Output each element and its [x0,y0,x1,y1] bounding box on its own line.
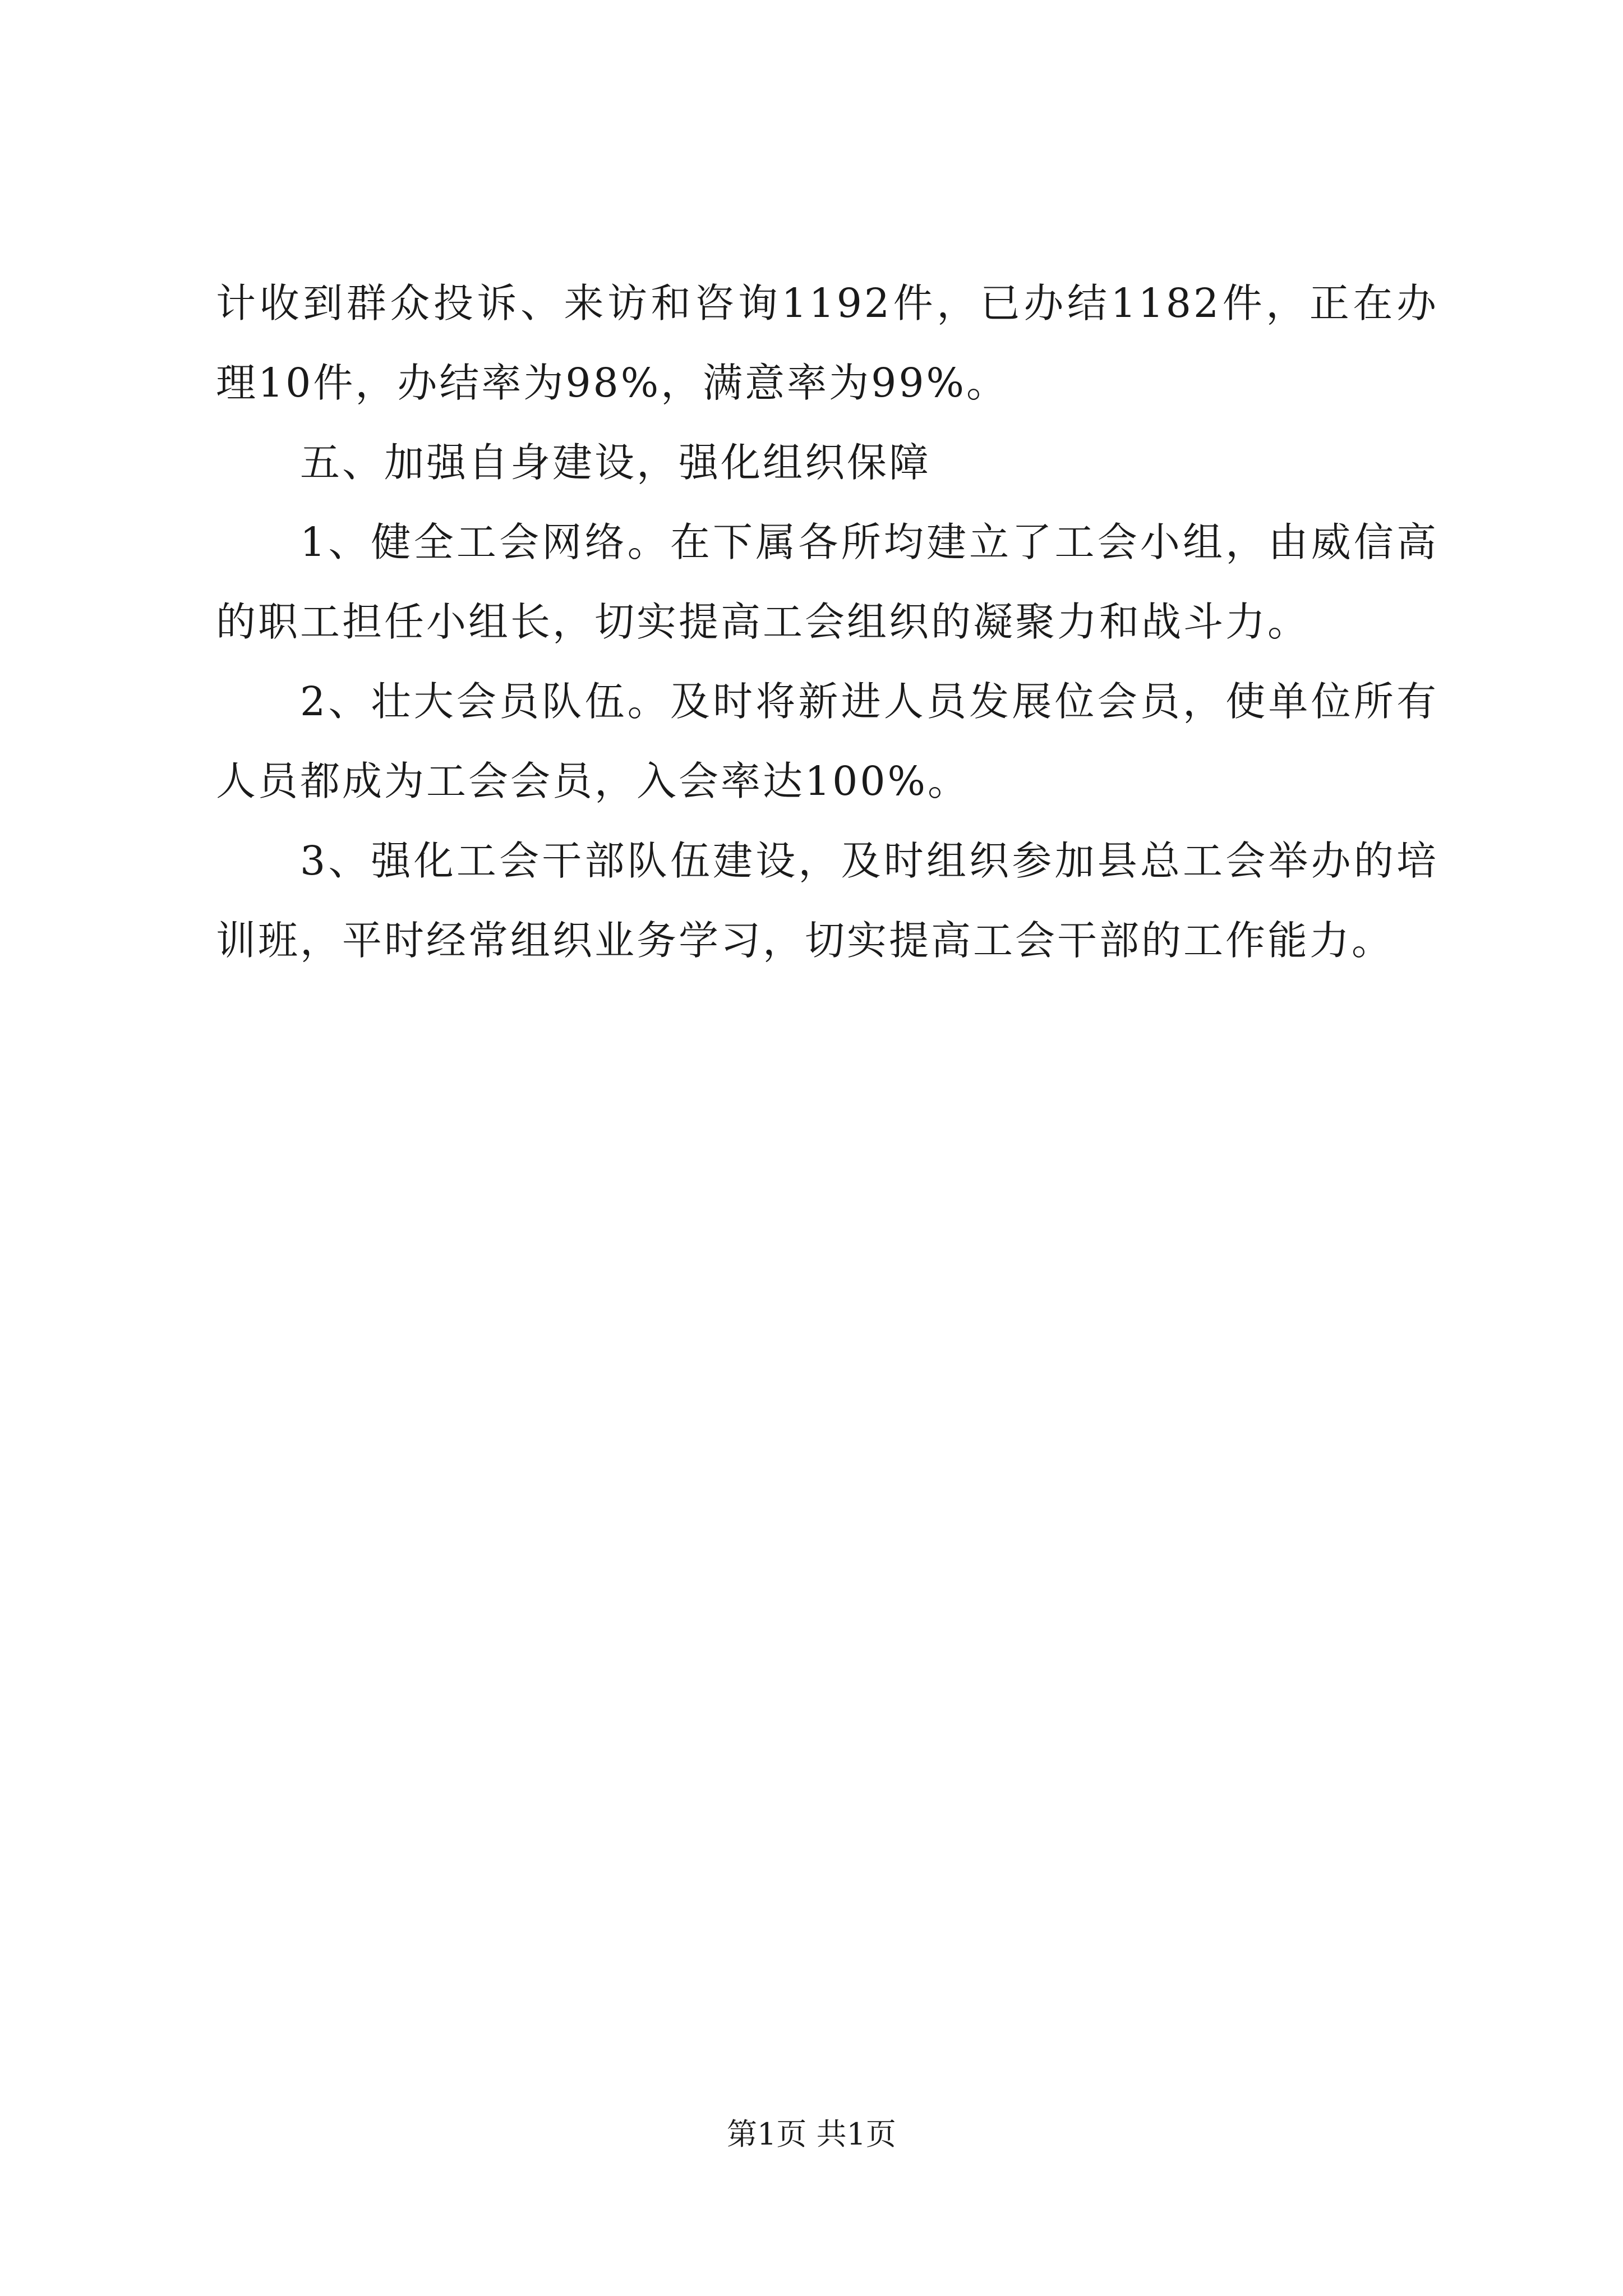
paragraph-continued-stats: 计收到群众投诉、来访和咨询1192件，已办结1182件，正在办理10件，办结率为98%，满意率为99%。 [216,280,1438,406]
document-body [216,264,1438,981]
paragraph-item-3: 3、强化工会干部队伍建设，及时组织参加县总工会举办的培训班，平时经常组织业务学习，切实提高工会干部的工作能力。 [216,838,1438,964]
section-heading-five: 五、加强自身建设，强化组织保障 [300,439,932,486]
paragraph-item-1: 1、健全工会网络。在下属各所均建立了工会小组，由威信高的职工担任小组长，切实提高工会组织的凝聚力和战斗力。 [216,519,1438,645]
page-footer: 第1页 共1页 [727,2116,896,2152]
paragraph-item-2: 2、壮大会员队伍。及时将新进人员发展位会员，使单位所有人员都成为工会会员，入会率达100%。 [216,678,1438,804]
